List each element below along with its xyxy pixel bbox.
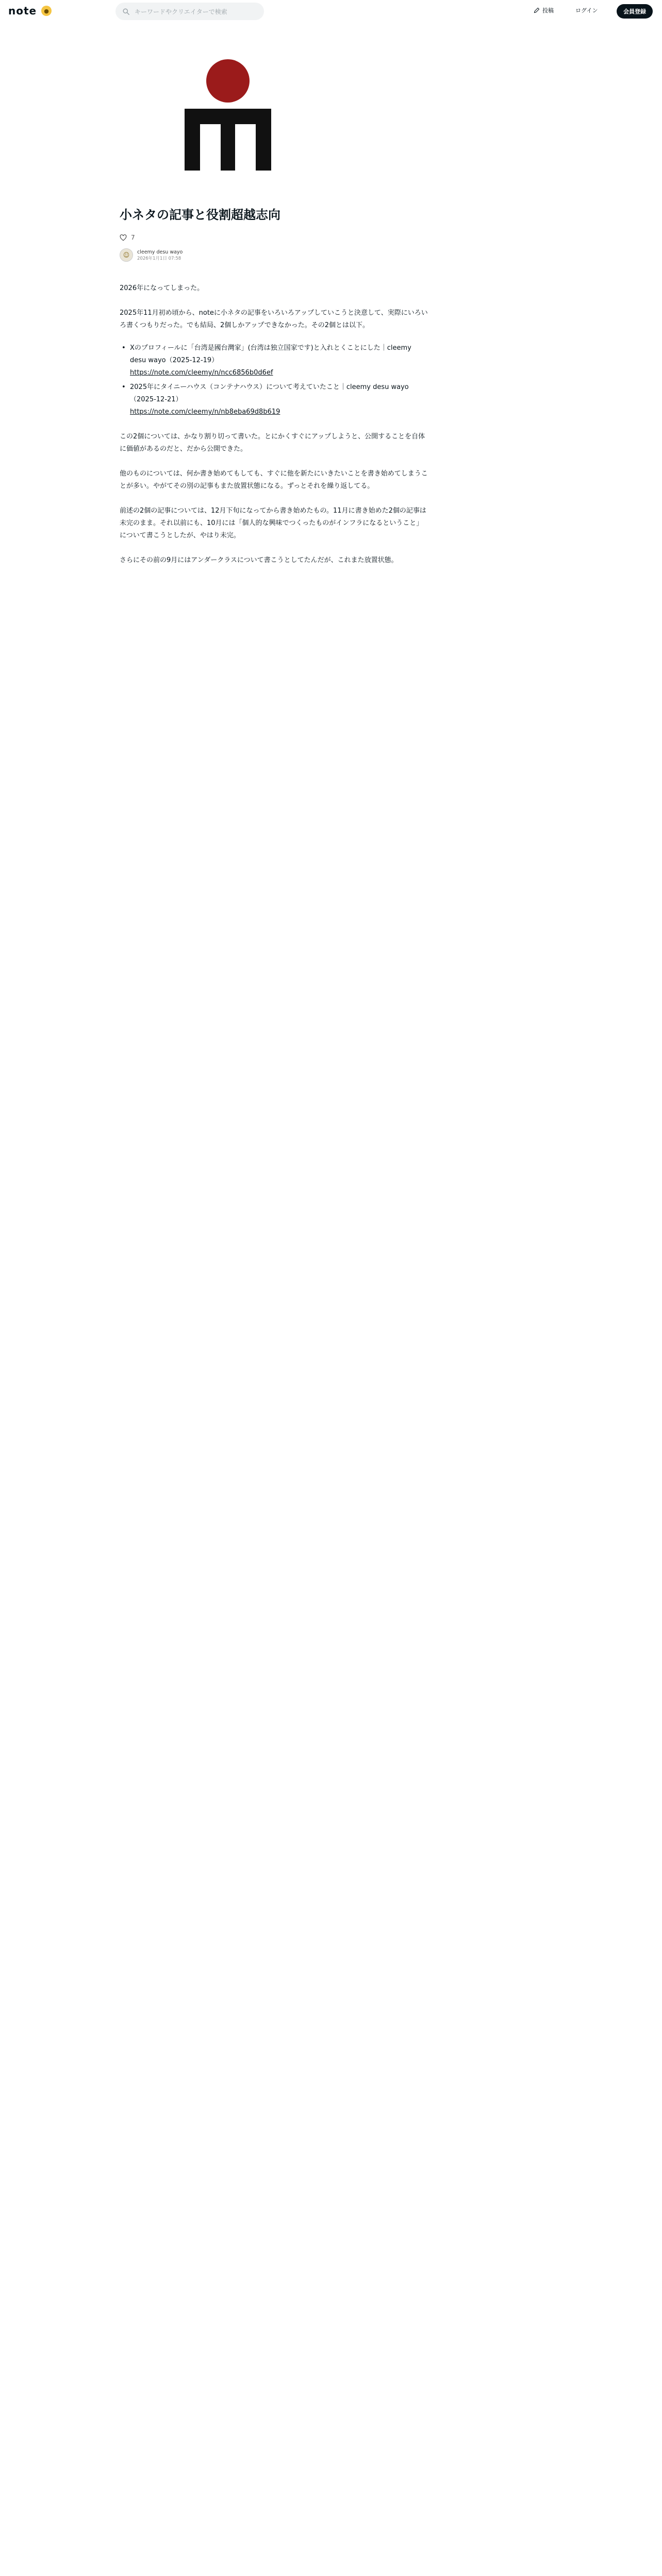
paragraph: 前述の2個の記事については、12月下旬になってから書き始めたもの。11月に書き始めた2個の記事は未完のまま。それ以前にも、10月には「個人的な興味でつくったものがインフラになるということ」について書こうとしたが、やはり未完。 (120, 507, 426, 539)
search-icon (123, 8, 129, 15)
article-body (120, 282, 429, 567)
article-link[interactable]: https://note.com/cleemy/n/nb8eba69d8b619 (130, 408, 280, 416)
paragraph: 2025年11月初め頃から、noteに小ネタの記事をいろいろアップしていこうと決意して、実際にいろいろ書くつもりだった。でも結局、2個しかアップできなかった。その2個とは以下。 (120, 309, 428, 329)
signup-button[interactable]: 会員登録 (617, 4, 653, 19)
hero-red-circle (206, 59, 250, 103)
hero-pillar-left (185, 109, 200, 171)
paragraph: この2個については、かなり割り切って書いた。とにかくすぐにアップしようと、公開することを自体に価値があるのだと、だから公開できた。 (120, 433, 425, 453)
hero-pillar-middle (221, 109, 235, 171)
hero-pillar-right (256, 109, 271, 171)
heart-icon[interactable] (120, 234, 127, 241)
search-placeholder: キーワードやクリエイターで検索 (135, 8, 227, 15)
like-count: 7 (131, 234, 135, 241)
publish-date: 2026年1月1日 07:58 (137, 256, 181, 261)
paragraph: 2026年になってしまった。 (120, 284, 204, 292)
list-item (120, 342, 429, 379)
linked-articles-list (120, 342, 429, 418)
pen-icon (534, 7, 540, 13)
header-image (181, 59, 274, 173)
list-item-text: Xのプロフィールに「台湾是國台灣家」(台湾は独立国家です)と入れとくことにした｜cleemy desu wayo（2025-12-19） (130, 344, 411, 364)
like-area (120, 234, 429, 241)
avatar[interactable]: ☺ (120, 248, 133, 262)
author-name[interactable]: cleemy desu wayo (137, 249, 183, 255)
author-block[interactable] (120, 248, 429, 262)
login-link[interactable]: ログイン (575, 7, 598, 14)
list-item-text: 2025年にタイニーハウス（コンテナハウス）について考えていたこと｜cleemy desu wayo（2025-12-21） (130, 383, 409, 403)
paragraph: さらにその前の9月にはアンダークラスについて書こうとしてたんだが、これまた放置状態。 (120, 556, 398, 564)
post-label: 投稿 (542, 7, 554, 14)
search-input[interactable] (115, 3, 264, 20)
article-title: 小ネタの記事と役割超越志向 (120, 208, 280, 222)
list-item (120, 381, 429, 418)
post-button[interactable] (534, 6, 554, 14)
article-link[interactable]: https://note.com/cleemy/n/ncc6856b0d6ef (130, 369, 273, 377)
note-logo[interactable]: note (8, 5, 37, 17)
article (120, 206, 429, 579)
badge-icon[interactable]: ● (41, 6, 52, 16)
site-header (0, 0, 662, 23)
paragraph: 他のものについては、何か書き始めてもしても、すぐに他を新たにいきたいことを書き始めてしまうことが多い。やがてその別の記事もまた放置状態になる。ずっとそれを繰り返してる。 (120, 470, 428, 490)
